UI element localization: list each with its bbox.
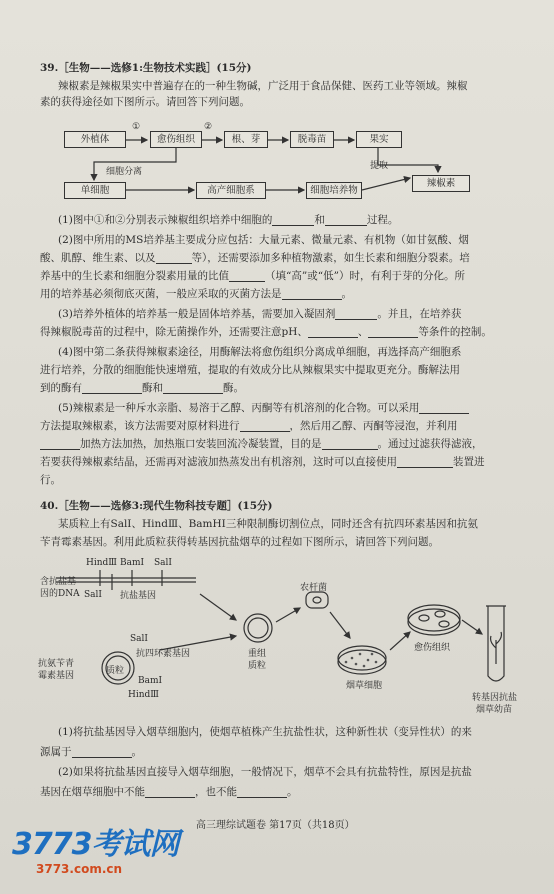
node-fruit: 果实 bbox=[356, 131, 402, 148]
q39-part4-line1: (4)图中第二条获得辣椒素途径，用酶解法将愈伤组织分离成单细胞，再选择高产细胞系 bbox=[58, 346, 462, 358]
label-tet: 抗四环素基因 bbox=[136, 649, 191, 659]
q39-part5-line2: 方法提取辣椒素，该方法需要对原材料进行 ，然后用乙醇、丙酮等浸泡，并利用 bbox=[40, 420, 458, 432]
label-sal-left: SalⅠ bbox=[84, 590, 102, 600]
label-agrobacterium: 农杆菌 bbox=[300, 583, 328, 593]
q40-intro-line1: 某质粒上有SalⅠ、HindⅢ、BamHⅠ三种限制酶切割位点，同时还含有抗四环素基因和抗氨 bbox=[58, 518, 478, 530]
q40-part1-line2: 源属于 。 bbox=[40, 746, 142, 758]
node-root-shoot: 根、芽 bbox=[224, 131, 268, 148]
label-amp-2: 霉素基因 bbox=[38, 671, 75, 681]
label-step1: ① bbox=[132, 122, 141, 132]
label-tobacco-cells: 烟草细胞 bbox=[346, 681, 383, 691]
answer-blank[interactable] bbox=[72, 747, 132, 758]
label-amp-1: 抗氨苄青 bbox=[38, 659, 75, 669]
q39-intro-line1: 辣椒素是辣椒果实中普遍存在的一种生物碱，广泛用于食品保健、医药工业等领域。辣椒 bbox=[58, 80, 468, 92]
logo-url: 3773.com.cn bbox=[36, 862, 123, 876]
label-transgenic-1: 转基因抗盐 bbox=[472, 693, 518, 703]
q39-intro-line2: 素的获得途径如下图所示。请回答下列问题。 bbox=[40, 96, 250, 108]
label-transgenic-2: 烟草幼苗 bbox=[476, 705, 513, 715]
q39-part2-line4: 用的培养基必须彻底灭菌，一般应采取的灭菌方法是 。 bbox=[40, 288, 352, 300]
q39-part3-line2: 得辣椒脱毒苗的过程中，除无菌操作外，还需要注意pH、 、 等条件的控制。 bbox=[40, 326, 492, 338]
label-resistance-gene: 抗盐基因 bbox=[120, 591, 157, 601]
label-recombinant-1: 重组 bbox=[248, 649, 267, 659]
label-dna-1: 含抗盐基 bbox=[40, 577, 77, 587]
q39-part4-line2: 进行培养，分散的细胞能快速增殖，提取的有效成分比从辣椒果实中提取更充分。酶解法用 bbox=[40, 364, 460, 376]
q39-title: 39.［生物——选修1:生物技术实践］(15分) bbox=[40, 62, 252, 74]
q39-part3-line1: (3)培养外植体的培养基一般是固体培养基，需要加入凝固剂 。并且，在培养获 bbox=[58, 308, 462, 320]
q39-part2-line1: (2)图中所用的MS培养基主要成分应包括：大量元素、微量元素、有机物（如甘氨酸、烟 bbox=[58, 234, 469, 246]
label-extract: 提取 bbox=[370, 161, 389, 171]
q39-part5-line3: 加热方法加热，加热瓶口安装回流冷凝装置，目的是 。通过过滤获得滤液， bbox=[40, 438, 483, 450]
label-recombinant-2: 质粒 bbox=[248, 661, 267, 671]
q39-part5-line5: 行。 bbox=[40, 474, 61, 486]
site-logo bbox=[12, 828, 179, 876]
label-p-hind: HindⅢ bbox=[128, 690, 159, 700]
label-step2: ② bbox=[204, 122, 213, 132]
label-p-sal: SalⅠ bbox=[130, 634, 148, 644]
page-footer: 高三理综试题卷 第17页（共18页） bbox=[196, 820, 355, 831]
answer-blank[interactable] bbox=[237, 787, 287, 798]
q40-part1-line1: (1)将抗盐基因导入烟草细胞内，使烟草植株产生抗盐性状，这种新性状（变异性状）的来 bbox=[58, 726, 472, 738]
label-cell-separation: 细胞分离 bbox=[106, 167, 143, 177]
answer-blank[interactable] bbox=[145, 787, 195, 798]
q40-title: 40.［生物——选修3:现代生物科技专题］(15分) bbox=[40, 500, 273, 512]
q39-part2-line3: 养基中的生长素和细胞分裂素用量的比值 （填“高”或“低”）时，有利于芽的分化。所 bbox=[40, 270, 465, 282]
q39-part1: (1)图中①和②分别表示辣椒组织培养中细胞的 和 过程。 bbox=[58, 214, 399, 226]
label-p-bam: BamⅠ bbox=[138, 676, 163, 686]
label-plasmid: 质粒 bbox=[106, 666, 125, 676]
q39-part2-line2: 酸、肌醇、维生素、以及 等），还需要添加多种植物激素，如生长素和细胞分裂素。培 bbox=[40, 252, 470, 264]
node-capsaicin: 辣椒素 bbox=[412, 175, 470, 192]
q40-intro-line2: 苄青霉素基因。利用此质粒获得转基因抗盐烟草的过程如下图所示，请回答下列问题。 bbox=[40, 536, 439, 548]
node-single-cell: 单细胞 bbox=[64, 182, 126, 199]
label-dna-2: 因的DNA bbox=[40, 589, 80, 599]
label-sal: SalⅠ bbox=[154, 558, 172, 568]
node-explant: 外植体 bbox=[64, 131, 126, 148]
node-callus: 愈伤组织 bbox=[150, 131, 202, 148]
label-hind: HindⅢ bbox=[86, 558, 117, 568]
node-cell-culture: 细胞培养物 bbox=[306, 182, 362, 199]
q40-part2-line1: (2)如果将抗盐基因直接导入烟草细胞，一般情况下，烟草不会具有抗盐特性，原因是抗盐 bbox=[58, 766, 472, 778]
logo-text: 3773考试网 bbox=[12, 827, 179, 862]
q39-part5-line1: (5)辣椒素是一种斥水亲脂、易溶于乙醇、丙酮等有机溶剂的化合物。可以采用 bbox=[58, 402, 469, 414]
q39-part4-line3: 到的酶有 酶和 酶。 bbox=[40, 382, 244, 394]
label-callus: 愈伤组织 bbox=[414, 643, 451, 653]
node-high-yield-line: 高产细胞系 bbox=[196, 182, 266, 199]
q40-part2-line2: 基因在烟草细胞中不能 ，也不能 。 bbox=[40, 786, 298, 798]
q39-part5-line4: 若要获得辣椒素结晶，还需再对滤液加热蒸发出有机溶剂，这时可以直接使用 装置进 bbox=[40, 456, 485, 468]
label-bam: BamⅠ bbox=[120, 558, 145, 568]
node-seedling: 脱毒苗 bbox=[290, 131, 334, 148]
